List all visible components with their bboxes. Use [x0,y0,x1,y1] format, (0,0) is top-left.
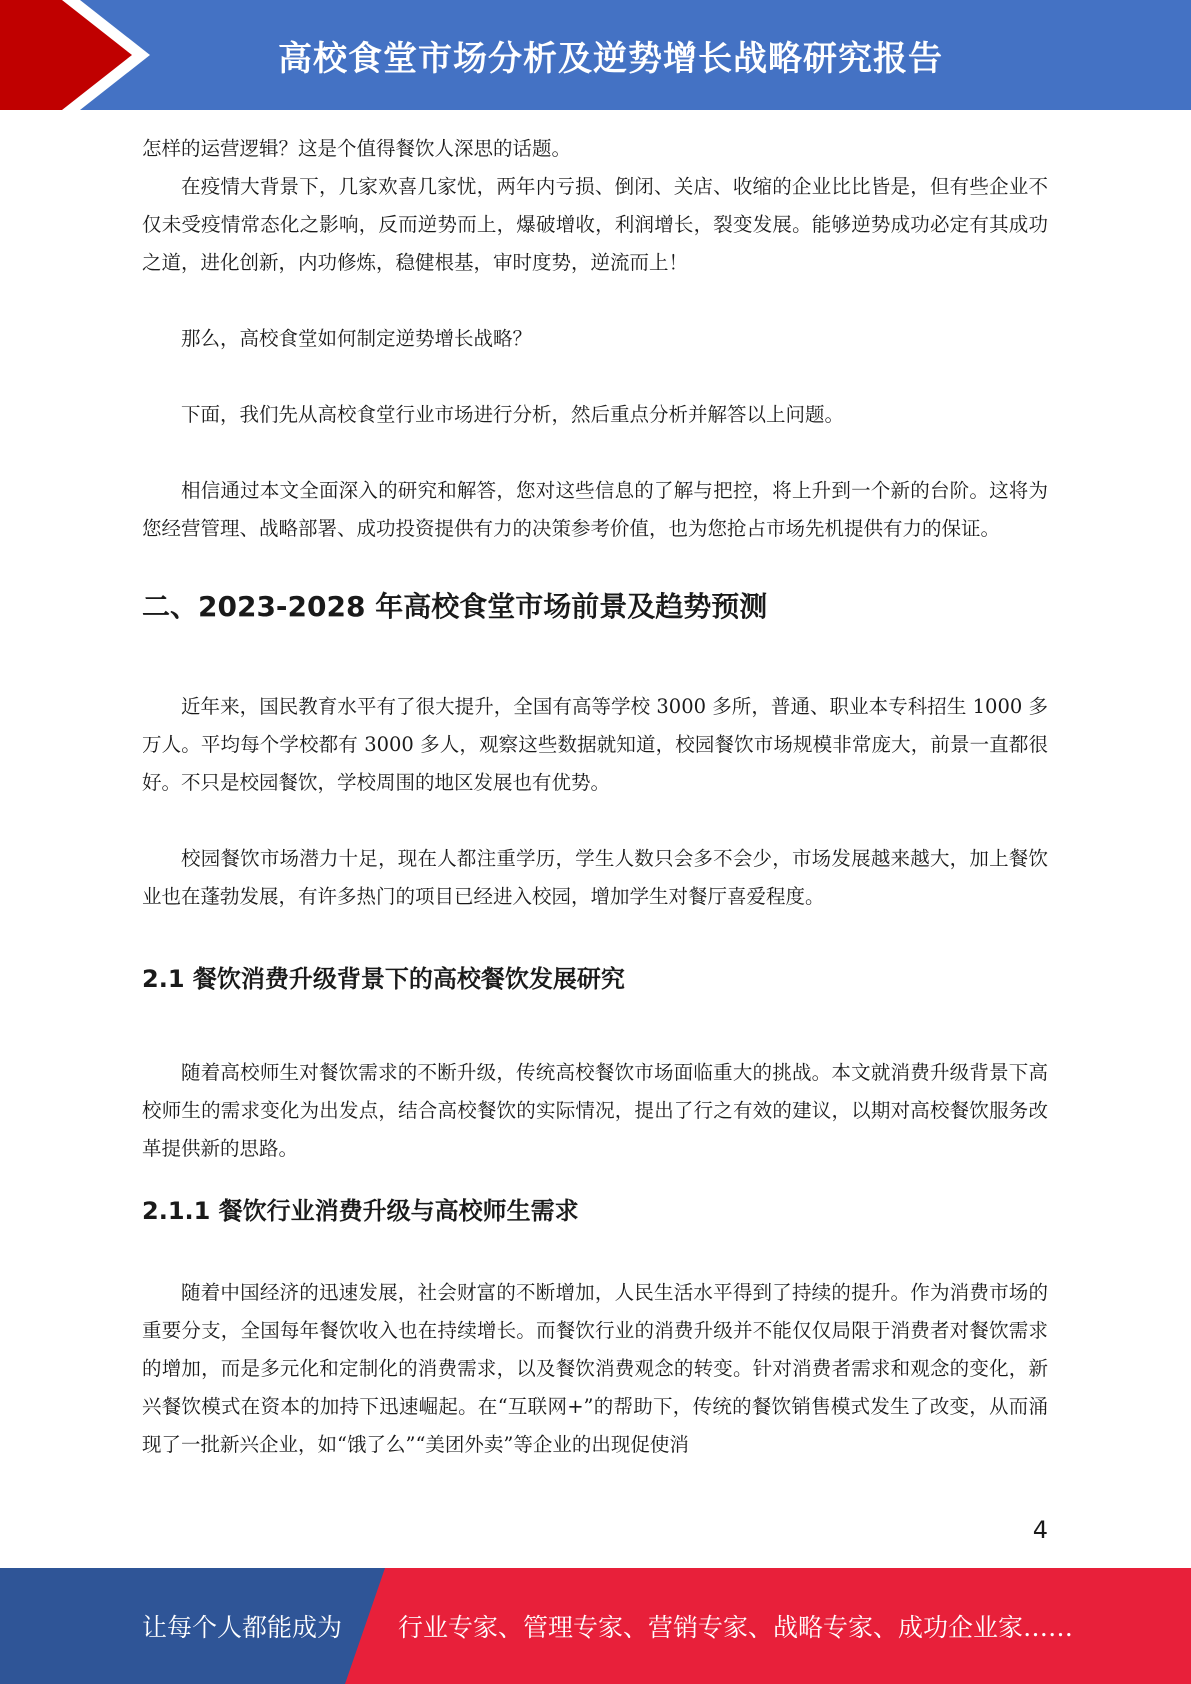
paragraph: 随着中国经济的迅速发展，社会财富的不断增加，人民生活水平得到了持续的提升。作为消费市场的重要分支，全国每年餐饮收入也在持续增长。而餐饮行业的消费升级并不能仅仅局限于消费者对餐饮需求的增加，而是多元化和定制化的消费需求，以及餐饮消费观念的转变。针对消费者需求和观念的变化，新兴餐饮模式在资本的加持下迅速崛起。在“互联网+”的帮助下，传统的餐饮销售模式发生了改变，从而涌现了一批新兴企业，如“饿了么”“美团外卖”等企业的出现促使消 [142,1281,1048,1456]
subsection-heading: 2.1 餐饮消费升级背景下的高校餐饮发展研究 [142,965,625,993]
page-number: 4 [1032,1516,1048,1544]
document-title: 高校食堂市场分析及逆势增长战略研究报告 [278,38,943,79]
paragraph: 随着高校师生对餐饮需求的不断升级，传统高校餐饮市场面临重大的挑战。本文就消费升级背景下高校师生的需求变化为出发点，结合高校餐饮的实际情况，提出了行之有效的建议，以期对高校餐饮服务改革提供新的思路。 [142,1061,1048,1160]
section-heading: 二、2023-2028 年高校食堂市场前景及趋势预测 [142,590,768,623]
paragraph: 在疫情大背景下，几家欢喜几家忧，两年内亏损、倒闭、关店、收缩的企业比比皆是，但有些企业不仅未受疫情常态化之影响，反而逆势而上，爆破增收，利润增长，裂变发展。能够逆势成功必定有其成功之道，进化创新，内功修炼，稳健根基，审时度势，逆流而上！ [142,175,1048,274]
paragraph: 那么，高校食堂如何制定逆势增长战略？ [181,327,533,350]
document-body [142,130,1048,1464]
page-header [0,0,1191,110]
paragraph: 怎样的运营逻辑？这是个值得餐饮人深思的话题。 [142,137,572,160]
paragraph: 近年来，国民教育水平有了很大提升，全国有高等学校 3000 多所，普通、职业本专科招生 1000 多万人。平均每个学校都有 3000 多人，观察这些数据就知道，校园餐饮市场规模非常庞大，前景一直都很好。不只是校园餐饮，学校周围的地区发展也有优势。 [142,695,1048,794]
subsection-heading: 2.1.1 餐饮行业消费升级与高校师生需求 [142,1197,579,1225]
paragraph: 相信通过本文全面深入的研究和解答，您对这些信息的了解与把控，将上升到一个新的台阶。这将为您经营管理、战略部署、成功投资提供有力的决策参考价值，也为您抢占市场先机提供有力的保证。 [142,479,1048,540]
footer-slogan-left: 让每个人都能成为 [142,1613,343,1642]
paragraph: 校园餐饮市场潜力十足，现在人都注重学历，学生人数只会多不会少，市场发展越来越大，加上餐饮业也在蓬勃发展，有许多热门的项目已经进入校园，增加学生对餐厅喜爱程度。 [142,847,1048,908]
paragraph: 下面，我们先从高校食堂行业市场进行分析，然后重点分析并解答以上问题。 [181,403,845,426]
footer-slogan-right: 行业专家、管理专家、营销专家、战略专家、成功企业家…… [398,1613,1074,1642]
page-footer [0,1568,1191,1684]
